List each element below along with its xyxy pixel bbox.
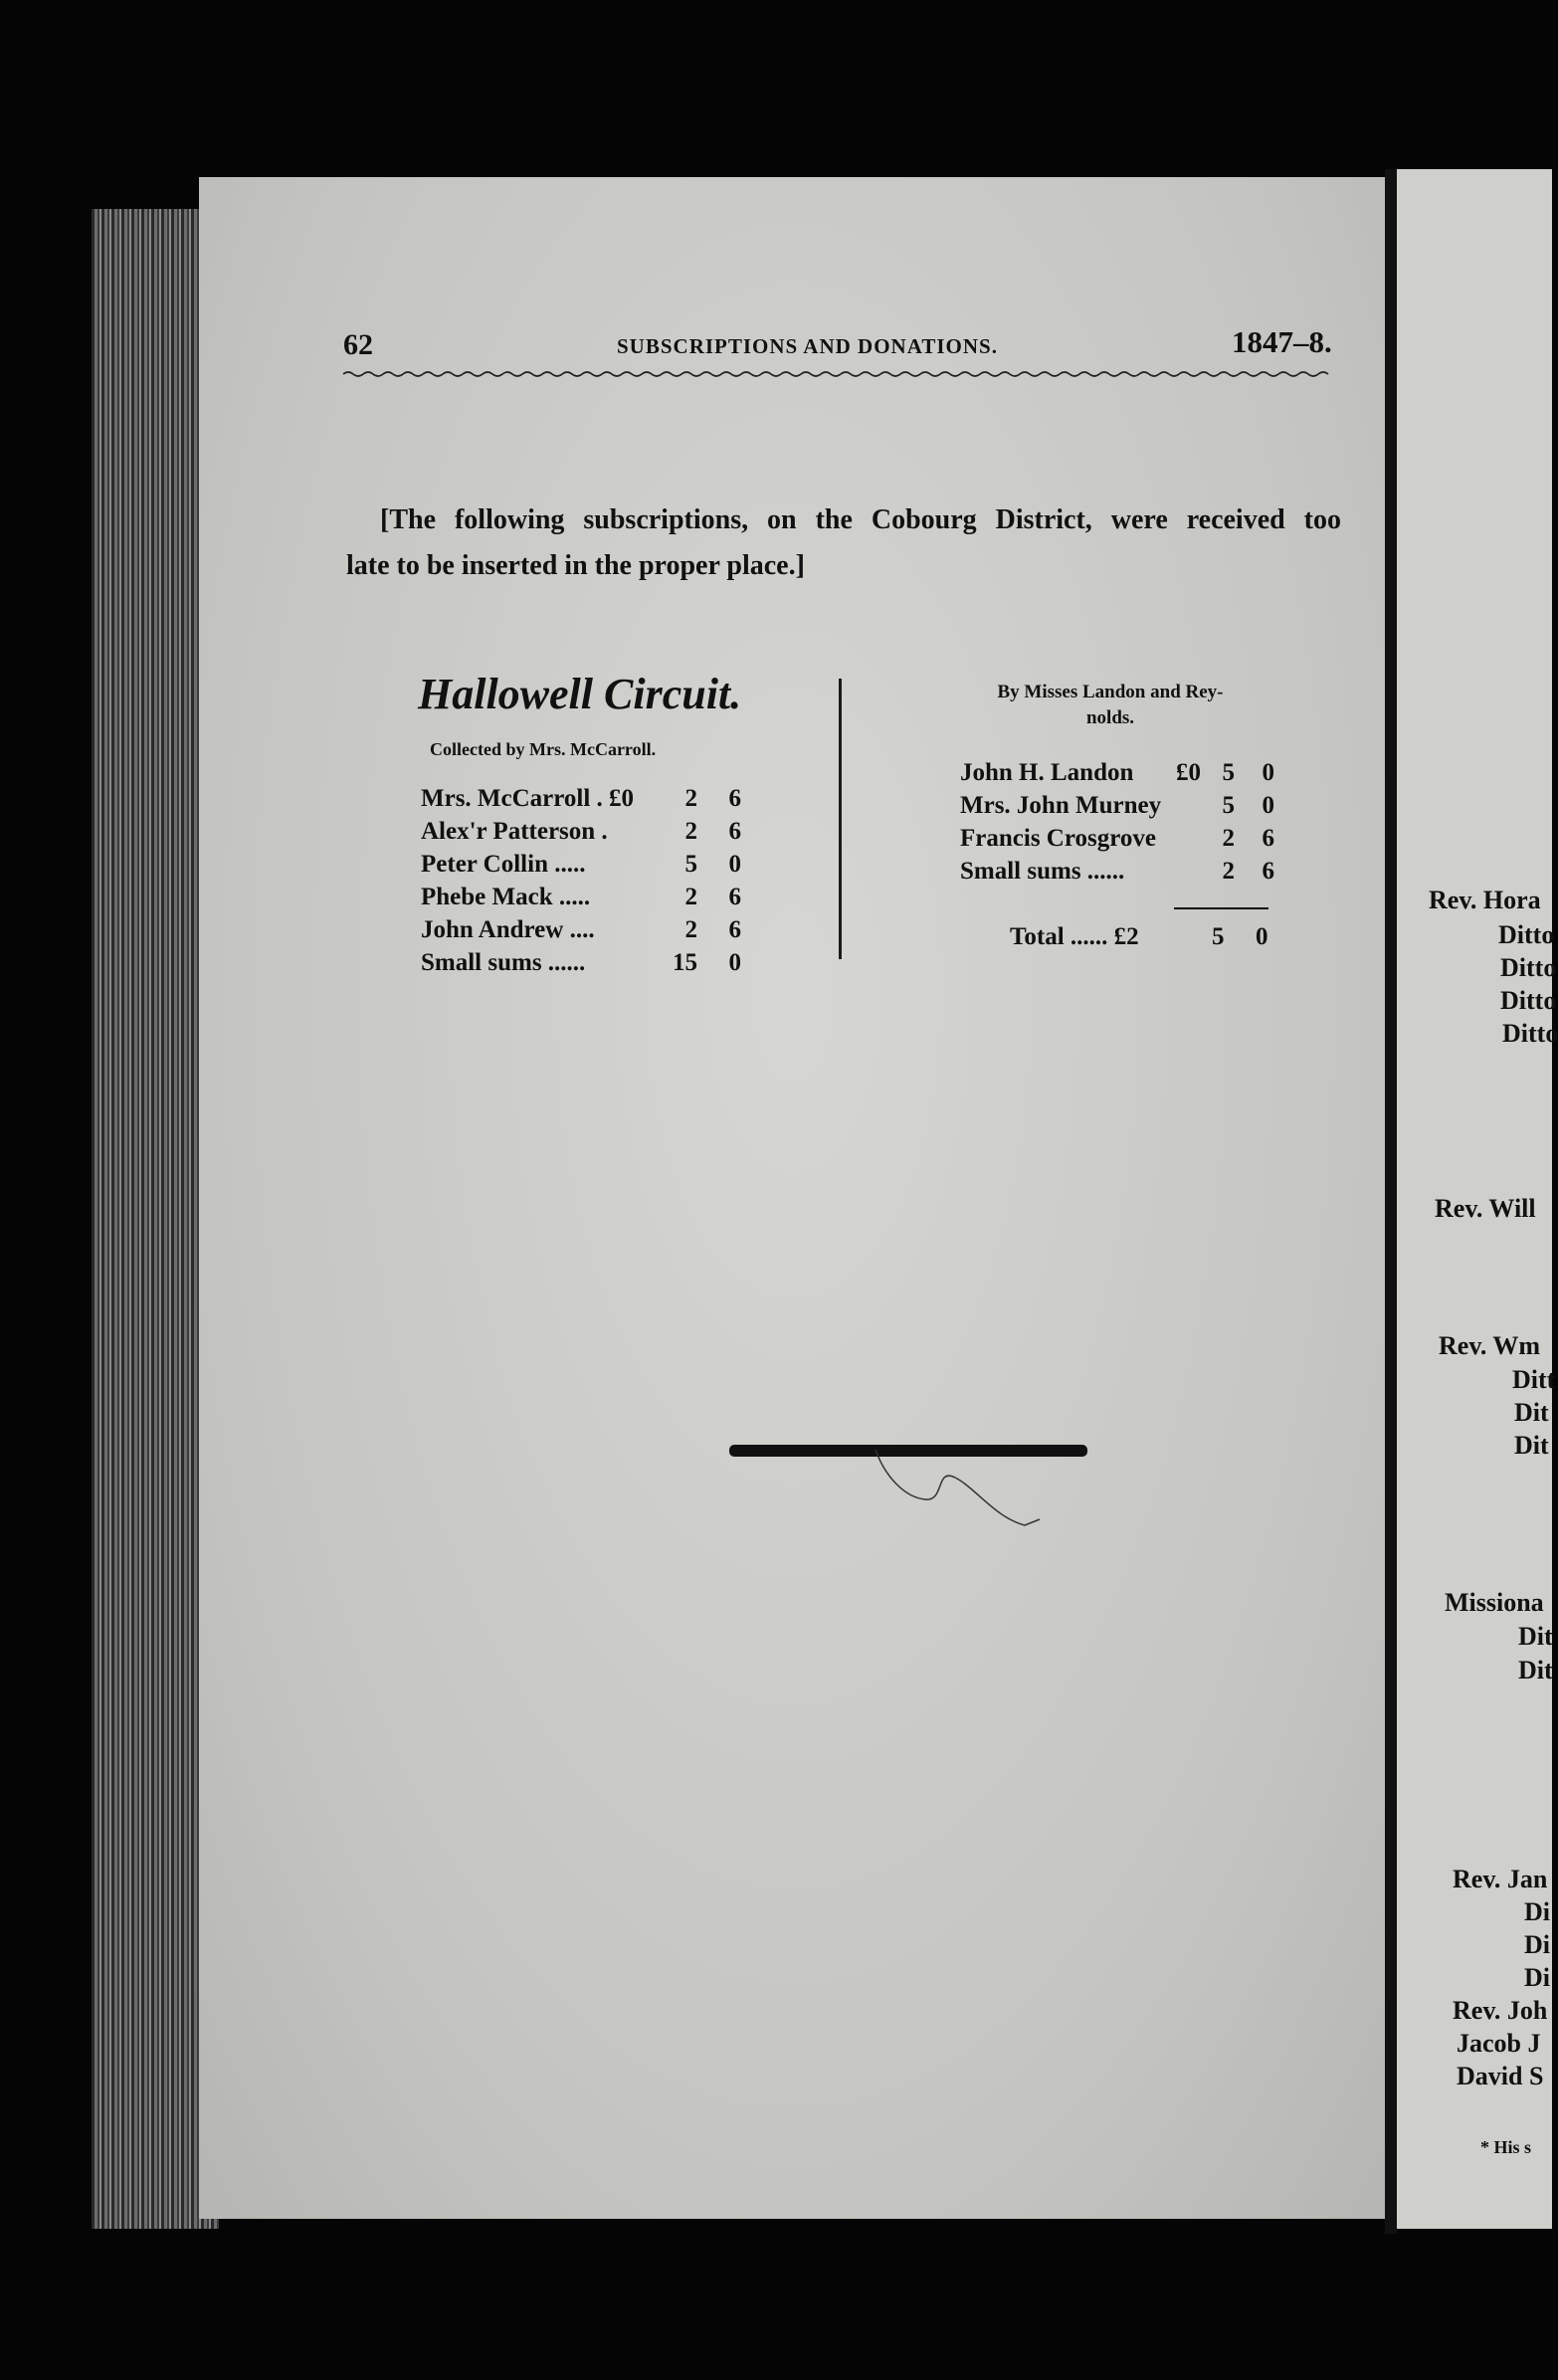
entry-shillings: 2: [684, 884, 697, 910]
entry-shillings: 2: [684, 916, 697, 943]
entry-pence: 0: [1262, 759, 1274, 786]
misses-heading: [961, 680, 1260, 731]
entry-name: Small sums ......: [960, 858, 1125, 885]
entry-name: Peter Collin .....: [421, 851, 586, 878]
entry-name: Alex'r Patterson .: [421, 818, 608, 845]
gutter-rule: [1385, 169, 1397, 2234]
list-item: [960, 822, 1278, 855]
total-shillings: 5: [1212, 923, 1225, 950]
entry-name: Mrs. McCarroll . £0: [421, 785, 635, 812]
entry-pence: 6: [1262, 825, 1274, 852]
right-page-line: Rev. Hora: [1429, 886, 1541, 914]
right-page-line: David S: [1457, 2062, 1544, 2090]
entry-pence: 0: [728, 851, 741, 878]
list-item: [421, 881, 739, 913]
right-page-line: Ditto: [1498, 920, 1555, 949]
left-page: [199, 177, 1388, 2219]
entry-shillings: 5: [1222, 792, 1235, 819]
list-item: [421, 848, 739, 881]
list-item: [960, 756, 1278, 789]
sum-rule: [1174, 907, 1268, 909]
right-page-line: Dit: [1518, 1656, 1553, 1685]
right-page-line: Rev. Will: [1435, 1194, 1536, 1223]
entry-shillings: 2: [1222, 858, 1235, 885]
right-page-line: Di: [1524, 1897, 1550, 1926]
entry-shillings: 2: [684, 785, 697, 812]
entry-pounds: £0: [1176, 759, 1201, 786]
entry-pence: 6: [728, 916, 741, 943]
collected-by: Collected by Mrs. McCarroll.: [430, 739, 657, 759]
entry-pence: 0: [1262, 792, 1274, 819]
list-item: [421, 815, 739, 848]
entry-pence: 6: [728, 818, 741, 845]
running-title: SUBSCRIPTIONS AND DONATIONS.: [617, 334, 998, 358]
misses-list: [960, 756, 1278, 888]
total-pence: 0: [1256, 923, 1268, 950]
right-page-line: Ditto: [1502, 1019, 1558, 1048]
right-page-line: Dit: [1518, 1622, 1553, 1651]
page-number: 62: [343, 328, 373, 361]
right-page-line: Di: [1524, 1930, 1550, 1959]
right-page-line: * His s: [1480, 2137, 1532, 2157]
intro-line-1: [The following subscriptions, on the Cobourg District, were received too: [380, 504, 1341, 535]
right-page-line: Rev. Joh: [1453, 1996, 1548, 2025]
circuit-title: Hallowell Circuit.: [418, 670, 742, 718]
list-item: [960, 855, 1278, 888]
year-label: 1847–8.: [1232, 324, 1332, 359]
entry-name: Francis Crosgrove: [960, 825, 1156, 852]
entry-name: John H. Landon: [960, 759, 1134, 786]
right-page-line: Ditto: [1500, 986, 1557, 1015]
entry-shillings: 2: [684, 818, 697, 845]
list-item: [421, 946, 739, 979]
entry-shillings: 2: [1222, 825, 1235, 852]
list-item: [960, 789, 1278, 822]
intro-line-2: late to be inserted in the proper place.]: [346, 550, 805, 581]
entry-shillings: 5: [684, 851, 697, 878]
intro-paragraph: [346, 497, 1341, 589]
right-page-line: Dit: [1514, 1398, 1549, 1427]
entry-name: Phebe Mack .....: [421, 884, 591, 910]
right-page-line: Dit: [1514, 1431, 1549, 1460]
entry-pence: 6: [1262, 858, 1274, 885]
right-page-line: Rev. Jan: [1453, 1865, 1548, 1893]
wavy-rule: [343, 370, 1328, 378]
misses-heading-line-2: nolds.: [1085, 707, 1135, 728]
entry-pence: 6: [728, 785, 741, 812]
right-page-line: Ditt: [1512, 1365, 1556, 1394]
entry-pence: 0: [728, 949, 741, 976]
bleed-through: [1084, 1592, 1090, 1619]
right-page-line: Rev. Wm: [1439, 1331, 1541, 1360]
entry-shillings: 15: [673, 949, 697, 976]
entry-name: John Andrew ....: [421, 916, 595, 943]
list-item: [421, 913, 739, 946]
right-page-line: Ditto: [1500, 953, 1557, 982]
total-label: Total ...... £2: [1010, 923, 1139, 950]
entry-pence: 6: [728, 884, 741, 910]
list-item: [421, 782, 739, 815]
pen-scribble: [876, 1448, 1045, 1537]
entry-shillings: 5: [1222, 759, 1235, 786]
right-page-line: Di: [1524, 1963, 1550, 1992]
entry-name: Mrs. John Murney: [960, 792, 1162, 819]
hallowell-list: [421, 782, 739, 979]
right-page-line: Jacob J: [1457, 2029, 1541, 2058]
right-page-line: Missiona: [1445, 1588, 1544, 1617]
entry-name: Small sums ......: [421, 949, 586, 976]
column-divider: [839, 679, 842, 959]
misses-heading-line-1: By Misses Landon and Rey-: [997, 682, 1224, 702]
